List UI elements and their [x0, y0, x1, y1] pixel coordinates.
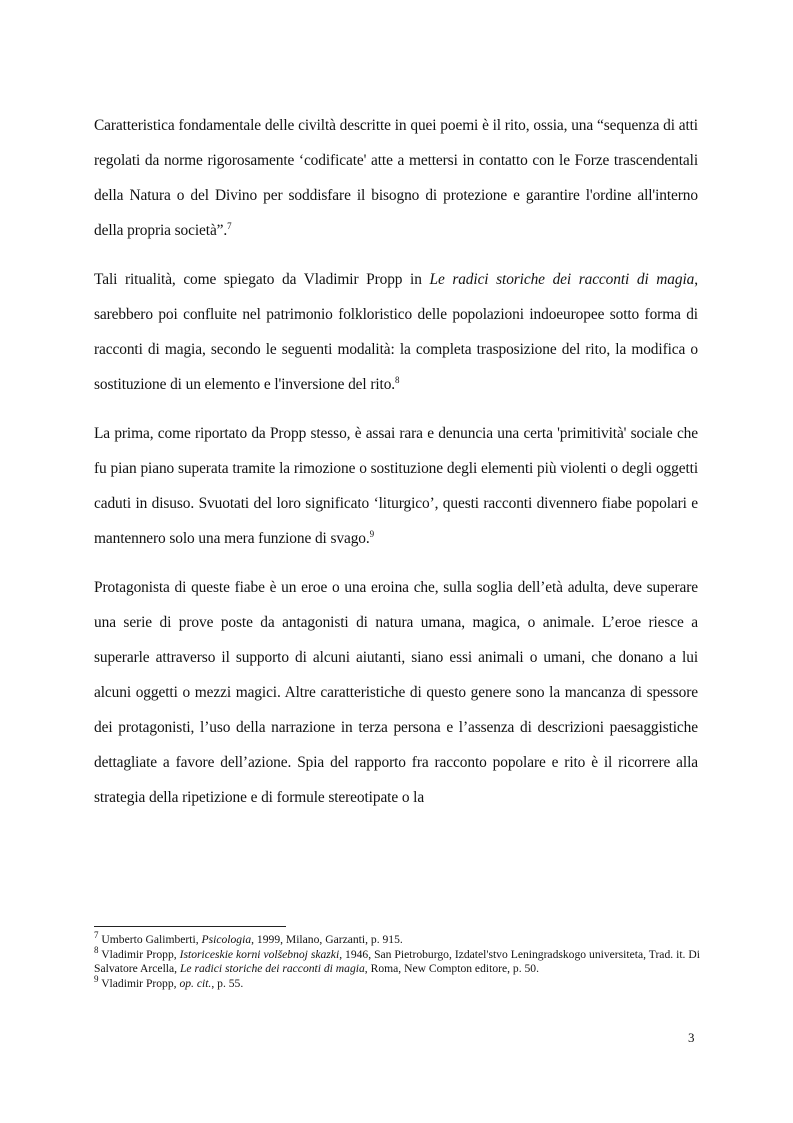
body-paragraph-3 [94, 416, 698, 556]
footnote-9 [94, 973, 700, 992]
book-title: Le radici storiche dei racconti di magia [429, 271, 695, 288]
footnote-text: , p. 55. [211, 976, 244, 990]
paragraph-text: Caratteristica fondamentale delle civiltà descritte in quei poemi è il rito, ossia, una “sequenza di atti regolati da norme rigorosamente ‘codificate' atte a mettersi in contatto con le Forze trascendentali della Natura o del Divino per soddisfare il bisogno di protezione e garantire l'ordine all'interno della propria società”. [94, 117, 698, 239]
footnote-text: , 1946, San Pietroburgo, Izdatel'stvo Leningradskogo universiteta, Trad. it. Di Salvatore Arcella, [94, 947, 700, 975]
paragraph-text: Protagonista di queste fiabe è un eroe o una eroina che, sulla soglia dell’età adulta, deve superare una serie di prove poste da antagonisti di natura umana, magica, o animale. L’eroe riesce a superarle attraverso il supporto di alcuni aiutanti, siano essi animali o umani, che donano a lui alcuni oggetti o mezzi magici. Altre caratteristiche di questo genere sono la mancanza di spessore dei protagonisti, l’uso della narrazione in terza persona e l’assenza di descrizioni paesaggistiche dettagliate a favore dell’azione. Spia del rapporto fra racconto popolare e rito è il ricorrere alla strategia della ripetizione e di formule stereotipate o la [94, 579, 698, 806]
footnote-title: op. cit. [179, 976, 212, 990]
footnote-7 [94, 930, 700, 948]
footnote-text: Vladimir Propp, [98, 947, 180, 961]
footnote-ref-9[interactable]: 9 [369, 528, 375, 539]
footnotes-section [94, 926, 700, 991]
footnote-number: 8 [94, 944, 99, 955]
footnote-number: 7 [94, 930, 99, 941]
footnote-ref-8[interactable]: 8 [395, 374, 400, 385]
document-body [94, 108, 698, 829]
paragraph-text: La prima, come riportato da Propp stesso, è assai rara e denuncia una certa 'primitività' sociale che fu pian piano superata tramite la rimozione o sostituzione degli elementi più violenti o degli oggetti caduti in disuso. Svuotati del loro significato ‘liturgico’, questi racconti divennero fiabe popolari e mantennero solo una mera funzione di svago. [94, 425, 698, 547]
body-paragraph-1 [94, 108, 698, 248]
footnote-title: Le radici storiche dei racconti di magia [179, 962, 365, 975]
footnote-text: , Roma, New Compton editore, p. 50. [364, 962, 540, 975]
page-number: 3 [688, 1030, 695, 1045]
paragraph-text: Tali ritualità, come spiegato da Vladimir Propp in [94, 271, 430, 288]
body-paragraph-2 [94, 262, 698, 402]
footnote-title: Istoriceskie korni volšebnoj skazki [179, 947, 340, 961]
footnote-ref-7[interactable]: 7 [227, 220, 232, 231]
footnote-number: 9 [94, 973, 99, 984]
footnote-text: Vladimir Propp, [98, 976, 180, 990]
footnote-separator [94, 926, 286, 927]
footnote-8 [94, 944, 700, 977]
footnote-text: , 1999, Milano, Garzanti, p. 915. [251, 933, 403, 946]
footnote-title: Psicologia [201, 933, 252, 946]
footnote-text: Umberto Galimberti, [98, 933, 202, 946]
paragraph-text: , sarebbero poi confluite nel patrimonio folkloristico delle popolazioni indoeuropee sotto forma di racconti di magia, secondo le seguenti modalità: la completa trasposizione del rito, la modifica o sostituzione di un elemento e l'inversione del rito. [94, 271, 698, 393]
body-paragraph-4 [94, 570, 698, 815]
